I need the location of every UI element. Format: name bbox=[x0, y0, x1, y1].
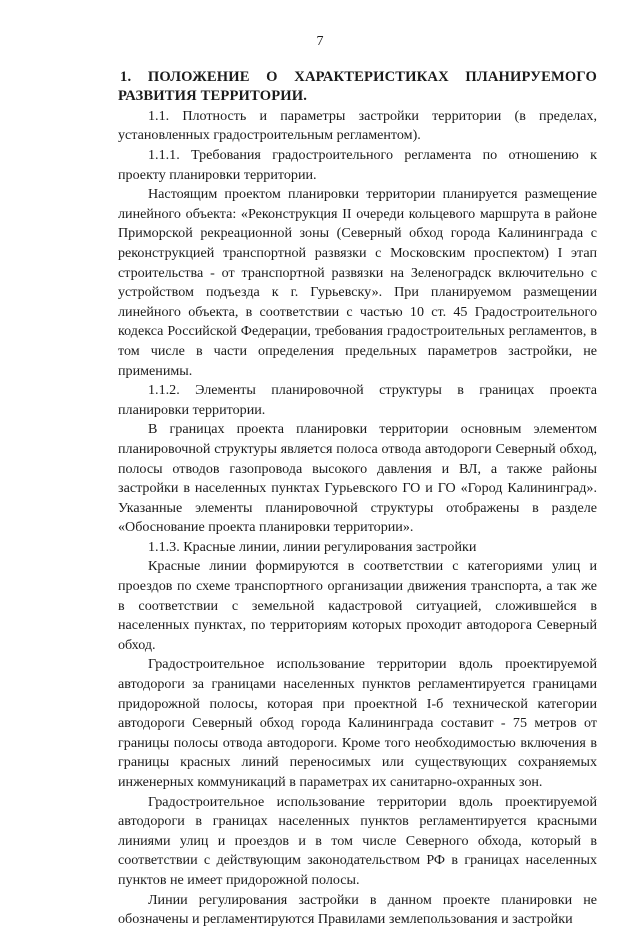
paragraph-1-1-3: 1.1.3. Красные линии, линии регулирования застройки bbox=[148, 538, 477, 555]
page-number: 7 bbox=[316, 34, 324, 49]
paragraph-1-1-1: 1.1.1. Требования градостроительного регламента по отношению к проекту планировки территории. bbox=[118, 147, 597, 183]
document-body bbox=[118, 68, 597, 930]
paragraph-linear-object: Настоящим проектом планировки территории планируется размещение линейного объекта: «Реконструкция II очереди кольцевого маршрута в районе Приморской рекреационной зоны (Северный обход города Калининграда с реконструкцией транспортной развязки с Московским проспектом) I этап строительства - от транспортной развязки на Зеленоградск включительно с устройством подъезда к г. Гурьевску». При планируемом размещении линейного объекта, в соответствии с частью 10 ст. 45 Градостроительного кодекса Российской Федерации, требования градостроительных регламентов, в том числе в части определения предельных параметров застройки, не применимы. bbox=[118, 186, 597, 379]
paragraph-outside-settlements: Градостроительное использование территории вдоль проектируемой автодороги за границами населенных пунктов регламентируется границами придорожной полосы, которая при проектной I-б технической категории автодороги Северный обход города Калининграда составит - 75 метров от границы полосы отвода автодороги. Кроме того необходимостью включения в границы красных линий переносимых или существующих сохраняемых инженерных коммуникаций в параметрах их санитарно-охранных зон. bbox=[118, 656, 597, 790]
paragraph-red-lines: Красные линии формируются в соответствии с категориями улиц и проездов по схеме транспортного организации движения транспорта, а так же в соответствии с земельной кадастровой ситуацией, сложившейся в населенных пунктах, по территориям которых проходит автодорога Северный обход. bbox=[118, 558, 597, 653]
section-heading: 1. ПОЛОЖЕНИЕ О ХАРАКТЕРИСТИКАХ ПЛАНИРУЕМОГО РАЗВИТИЯ ТЕРРИТОРИИ. bbox=[118, 69, 597, 105]
paragraph-1-1: 1.1. Плотность и параметры застройки территории (в пределах, установленных градостроительным регламентом). bbox=[118, 107, 597, 144]
paragraph-inside-settlements: Градостроительное использование территории вдоль проектируемой автодороги в границах населенных пунктов регламентируется красными линиями улиц и проездов и в том числе Северного обхода, который в соответствии с действующим законодательством РФ в границах населенных пунктов не имеет придорожной полосы. bbox=[118, 793, 597, 888]
paragraph-1-1-2: 1.1.2. Элементы планировочной структуры в границах проекта планировки территории. bbox=[118, 382, 597, 418]
paragraph-planning-structure: В границах проекта планировки территории основным элементом планировочной структуры является полоса отвода автодороги Северный обход, полосы отводов газопровода высокого давления и ВЛ, а также районы застройки в населенных пунктах Гурьевского ГО и ГО «Город Калининград». Указанные элементы планировочной структуры отображены в разделе «Обоснование проекта планировки территории». bbox=[118, 421, 597, 536]
paragraph-regulation-lines: Линии регулирования застройки в данном проекте планировки не обозначены и регламентируются Правилами землепользования и застройки bbox=[118, 891, 597, 928]
